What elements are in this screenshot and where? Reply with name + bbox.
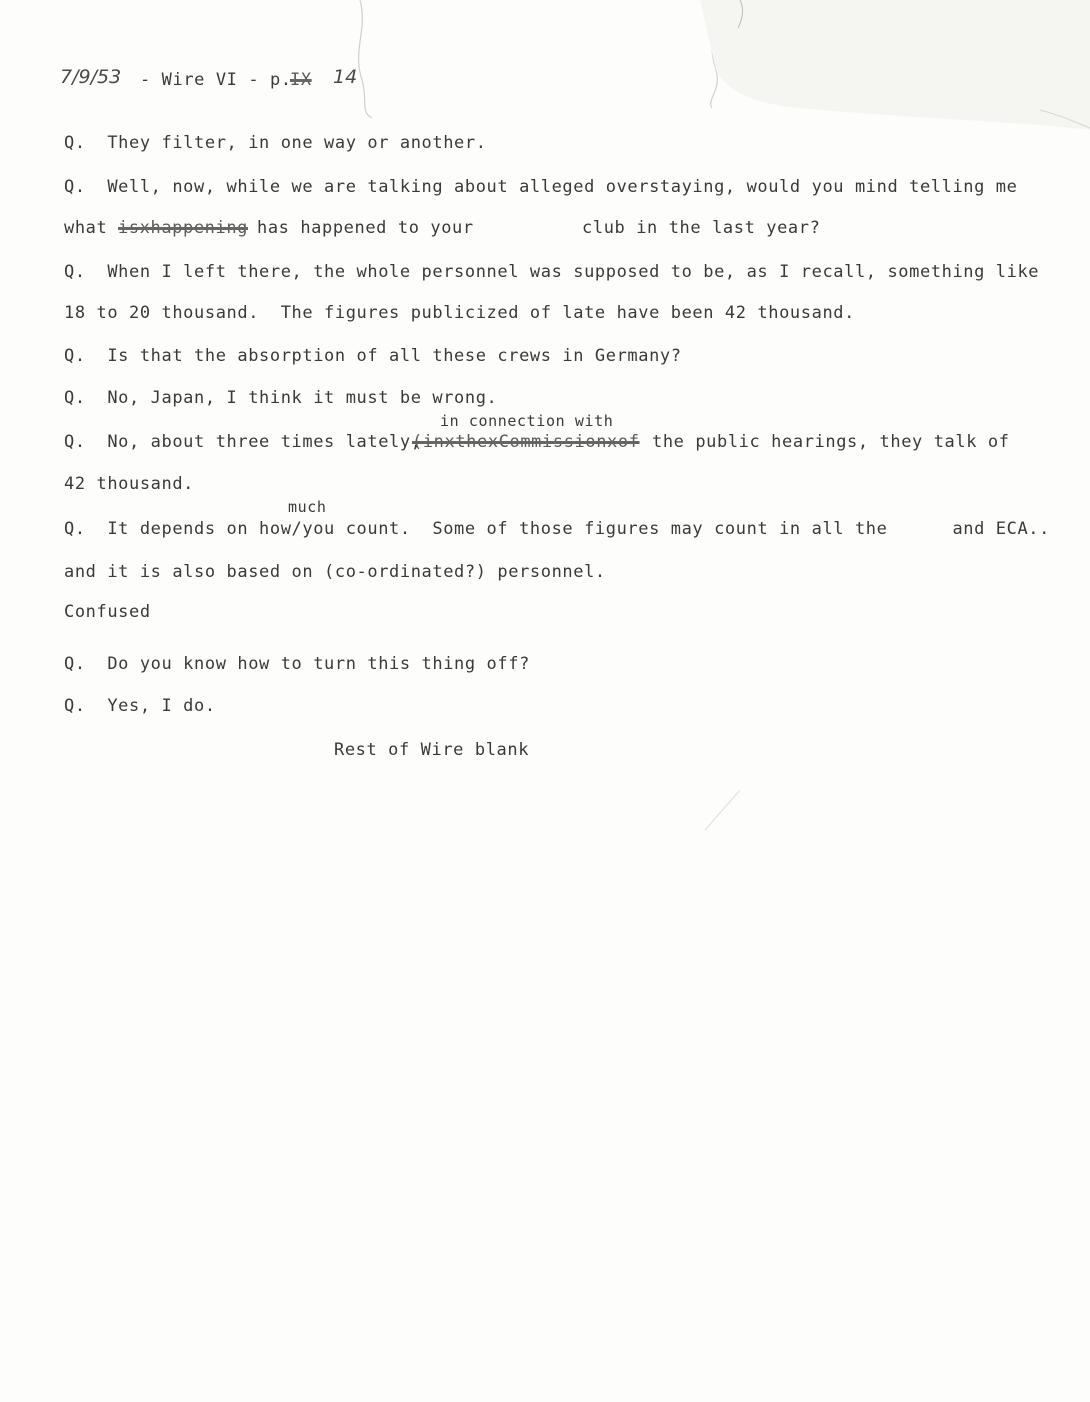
line-12: Confused <box>64 602 151 622</box>
header-struck-page: IX <box>290 70 312 90</box>
line-8-end: the public hearings, they talk of <box>652 432 1010 452</box>
header-date: 7/9/53 <box>60 66 122 88</box>
header-wire-label: - Wire VI - p. <box>140 70 292 90</box>
line-5: 18 to 20 thousand. The figures publicized of late have been 42 thousand. <box>64 303 855 323</box>
line-11: and it is also based on (co-ordinated?) personnel. <box>64 562 606 582</box>
line-3-start: what <box>64 218 108 238</box>
line-3-struck: isxhappening <box>118 218 249 238</box>
line-10: Q. It depends on how/you count. Some of those figures may count in all the and ECA.. <box>64 519 1050 539</box>
line-8-start: Q. No, about three times lately, <box>64 432 422 452</box>
line-4: Q. When I left there, the whole personnel was supposed to be, as I recall, something like <box>64 262 1040 282</box>
line-9: 42 thousand. <box>64 474 195 494</box>
line-10-insertion: much <box>288 498 327 516</box>
header-page-number: 14 <box>333 66 358 88</box>
line-15-rest-blank: Rest of Wire blank <box>334 740 530 760</box>
line-6: Q. Is that the absorption of all these crews in Germany? <box>64 346 682 366</box>
line-7: Q. No, Japan, I think it must be wrong. <box>64 388 498 408</box>
line-14: Q. Yes, I do. <box>64 696 216 716</box>
line-1: Q. They filter, in one way or another. <box>64 133 487 153</box>
line-8-struck: (inxthexCommissionxof <box>412 432 640 452</box>
smudge-mark <box>700 785 750 835</box>
line-8-insertion: in connection with <box>440 412 614 430</box>
line-2: Q. Well, now, while we are talking about alleged overstaying, would you mind telling me <box>64 177 1018 197</box>
line-3-end: has happened to your club in the last year? <box>257 218 821 238</box>
line-13: Q. Do you know how to turn this thing off? <box>64 654 530 674</box>
